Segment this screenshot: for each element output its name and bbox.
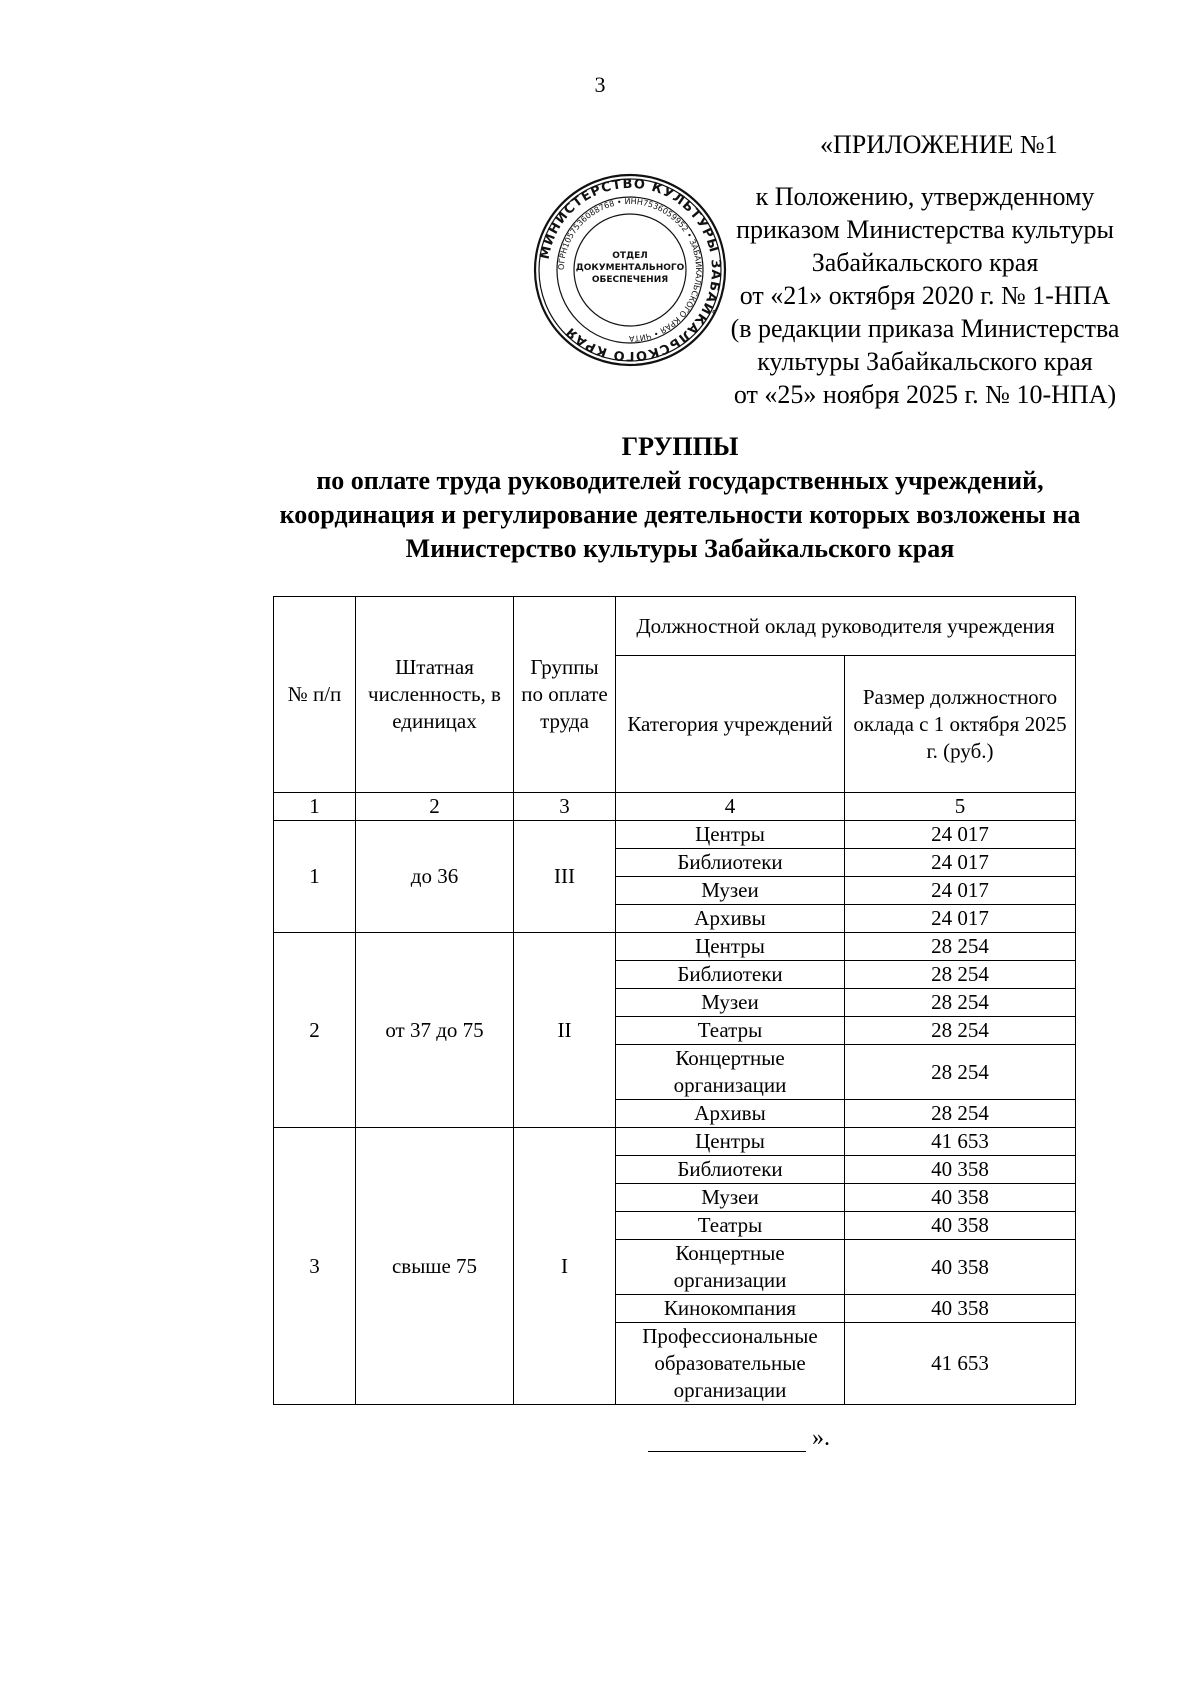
title-line: координация и регулирование деятельности которых возложены на	[279, 500, 1081, 529]
header-staff: Штатная численность, в единицах	[356, 597, 514, 793]
column-number: 1	[274, 793, 356, 821]
appendix-line: от «25» ноября 2025 г. № 10-НПА)	[733, 380, 1117, 409]
stamp-outer-text: МИНИСТЕРСТВО КУЛЬТУРЫ ЗАБАЙКАЛЬСКОГО КРАЯ	[537, 176, 724, 364]
pay-group-cell: II	[514, 933, 616, 1128]
pay-group-cell: I	[514, 1128, 616, 1405]
category-cell: Центры	[616, 821, 845, 849]
table-row	[274, 933, 1076, 961]
signature-blank	[648, 1429, 806, 1452]
appendix-title: «ПРИЛОЖЕНИЕ №1	[820, 130, 1058, 159]
stamp-center-line: ОБЕСПЕЧЕНИЯ	[591, 275, 669, 285]
staff-count-cell: до 36	[356, 821, 514, 933]
pay-group-cell: III	[514, 821, 616, 933]
salary-amount-cell: 28 254	[845, 961, 1076, 989]
column-number-row	[274, 793, 1076, 821]
stamp-center-line: ОТДЕЛ	[612, 251, 648, 261]
staff-count-cell: от 37 до 75	[356, 933, 514, 1128]
document-title	[230, 430, 1130, 566]
official-stamp	[532, 172, 728, 368]
appendix-line: культуры Забайкальского края	[757, 347, 1093, 376]
salary-amount-cell: 40 358	[845, 1156, 1076, 1184]
category-cell: Библиотеки	[616, 1156, 845, 1184]
table-row	[274, 1128, 1076, 1156]
salary-amount-cell: 28 254	[845, 989, 1076, 1017]
salary-amount-cell: 28 254	[845, 933, 1076, 961]
title-main: ГРУППЫ	[621, 432, 739, 461]
appendix-reference	[690, 180, 1160, 411]
column-number: 5	[845, 793, 1076, 821]
closing-mark	[648, 1425, 830, 1452]
page-number: 3	[594, 72, 606, 97]
group-number-cell: 1	[274, 821, 356, 933]
header-amount: Размер должностного оклада с 1 октября 2025 г. (руб.)	[845, 656, 1076, 793]
appendix-line: от «21» октября 2020 г. № 1-НПА	[739, 281, 1111, 310]
salary-amount-cell: 28 254	[845, 1017, 1076, 1045]
salary-amount-cell: 28 254	[845, 1100, 1076, 1128]
salary-amount-cell: 24 017	[845, 821, 1076, 849]
category-cell: Музеи	[616, 877, 845, 905]
salary-amount-cell: 24 017	[845, 905, 1076, 933]
category-cell: Кинокомпания	[616, 1295, 845, 1323]
category-cell: Библиотеки	[616, 849, 845, 877]
salary-amount-cell: 40 358	[845, 1184, 1076, 1212]
stamp-inner-text: ОГРН1057536088768 • ИНН7536059952 • ЗАБАЙКАЛЬСКОГО КРАЯ • ЧИТА	[556, 196, 704, 344]
group-number-cell: 2	[274, 933, 356, 1128]
salary-amount-cell: 24 017	[845, 877, 1076, 905]
pay-groups-table	[273, 596, 1076, 1405]
category-cell: Архивы	[616, 905, 845, 933]
appendix-line: приказом Министерства культуры	[736, 215, 1114, 244]
salary-amount-cell: 28 254	[845, 1045, 1076, 1100]
salary-amount-cell: 40 358	[845, 1295, 1076, 1323]
category-cell: Библиотеки	[616, 961, 845, 989]
category-cell: Театры	[616, 1017, 845, 1045]
closing-quote: ».	[812, 1425, 830, 1451]
category-cell: Музеи	[616, 989, 845, 1017]
column-number: 2	[356, 793, 514, 821]
category-cell: Концертные организации	[616, 1045, 845, 1100]
appendix-line: (в редакции приказа Министерства	[730, 314, 1120, 343]
appendix-line: к Положению, утвержденному	[755, 182, 1095, 211]
salary-amount-cell: 40 358	[845, 1212, 1076, 1240]
header-salary-group: Должностной оклад руководителя учреждения	[616, 597, 1076, 656]
header-num: № п/п	[274, 597, 356, 793]
table-row	[274, 821, 1076, 849]
category-cell: Концертные организации	[616, 1240, 845, 1295]
column-number: 3	[514, 793, 616, 821]
header-category: Категория учреждений	[616, 656, 845, 793]
salary-amount-cell: 24 017	[845, 849, 1076, 877]
category-cell: Музеи	[616, 1184, 845, 1212]
category-cell: Архивы	[616, 1100, 845, 1128]
staff-count-cell: свыше 75	[356, 1128, 514, 1405]
header-group: Группы по оплате труда	[514, 597, 616, 793]
title-line: по оплате труда руководителей государственных учреждений,	[316, 466, 1044, 495]
stamp-center-line: ДОКУМЕНТАЛЬНОГО	[575, 263, 685, 273]
table-header-row	[274, 597, 1076, 656]
appendix-line: Забайкальского края	[811, 248, 1039, 277]
salary-amount-cell: 40 358	[845, 1240, 1076, 1295]
category-cell: Центры	[616, 1128, 845, 1156]
category-cell: Центры	[616, 933, 845, 961]
salary-amount-cell: 41 653	[845, 1323, 1076, 1405]
column-number: 4	[616, 793, 845, 821]
salary-amount-cell: 41 653	[845, 1128, 1076, 1156]
category-cell: Театры	[616, 1212, 845, 1240]
title-line: Министерство культуры Забайкальского края	[405, 534, 955, 563]
category-cell: Профессиональные образовательные организации	[616, 1323, 845, 1405]
group-number-cell: 3	[274, 1128, 356, 1405]
